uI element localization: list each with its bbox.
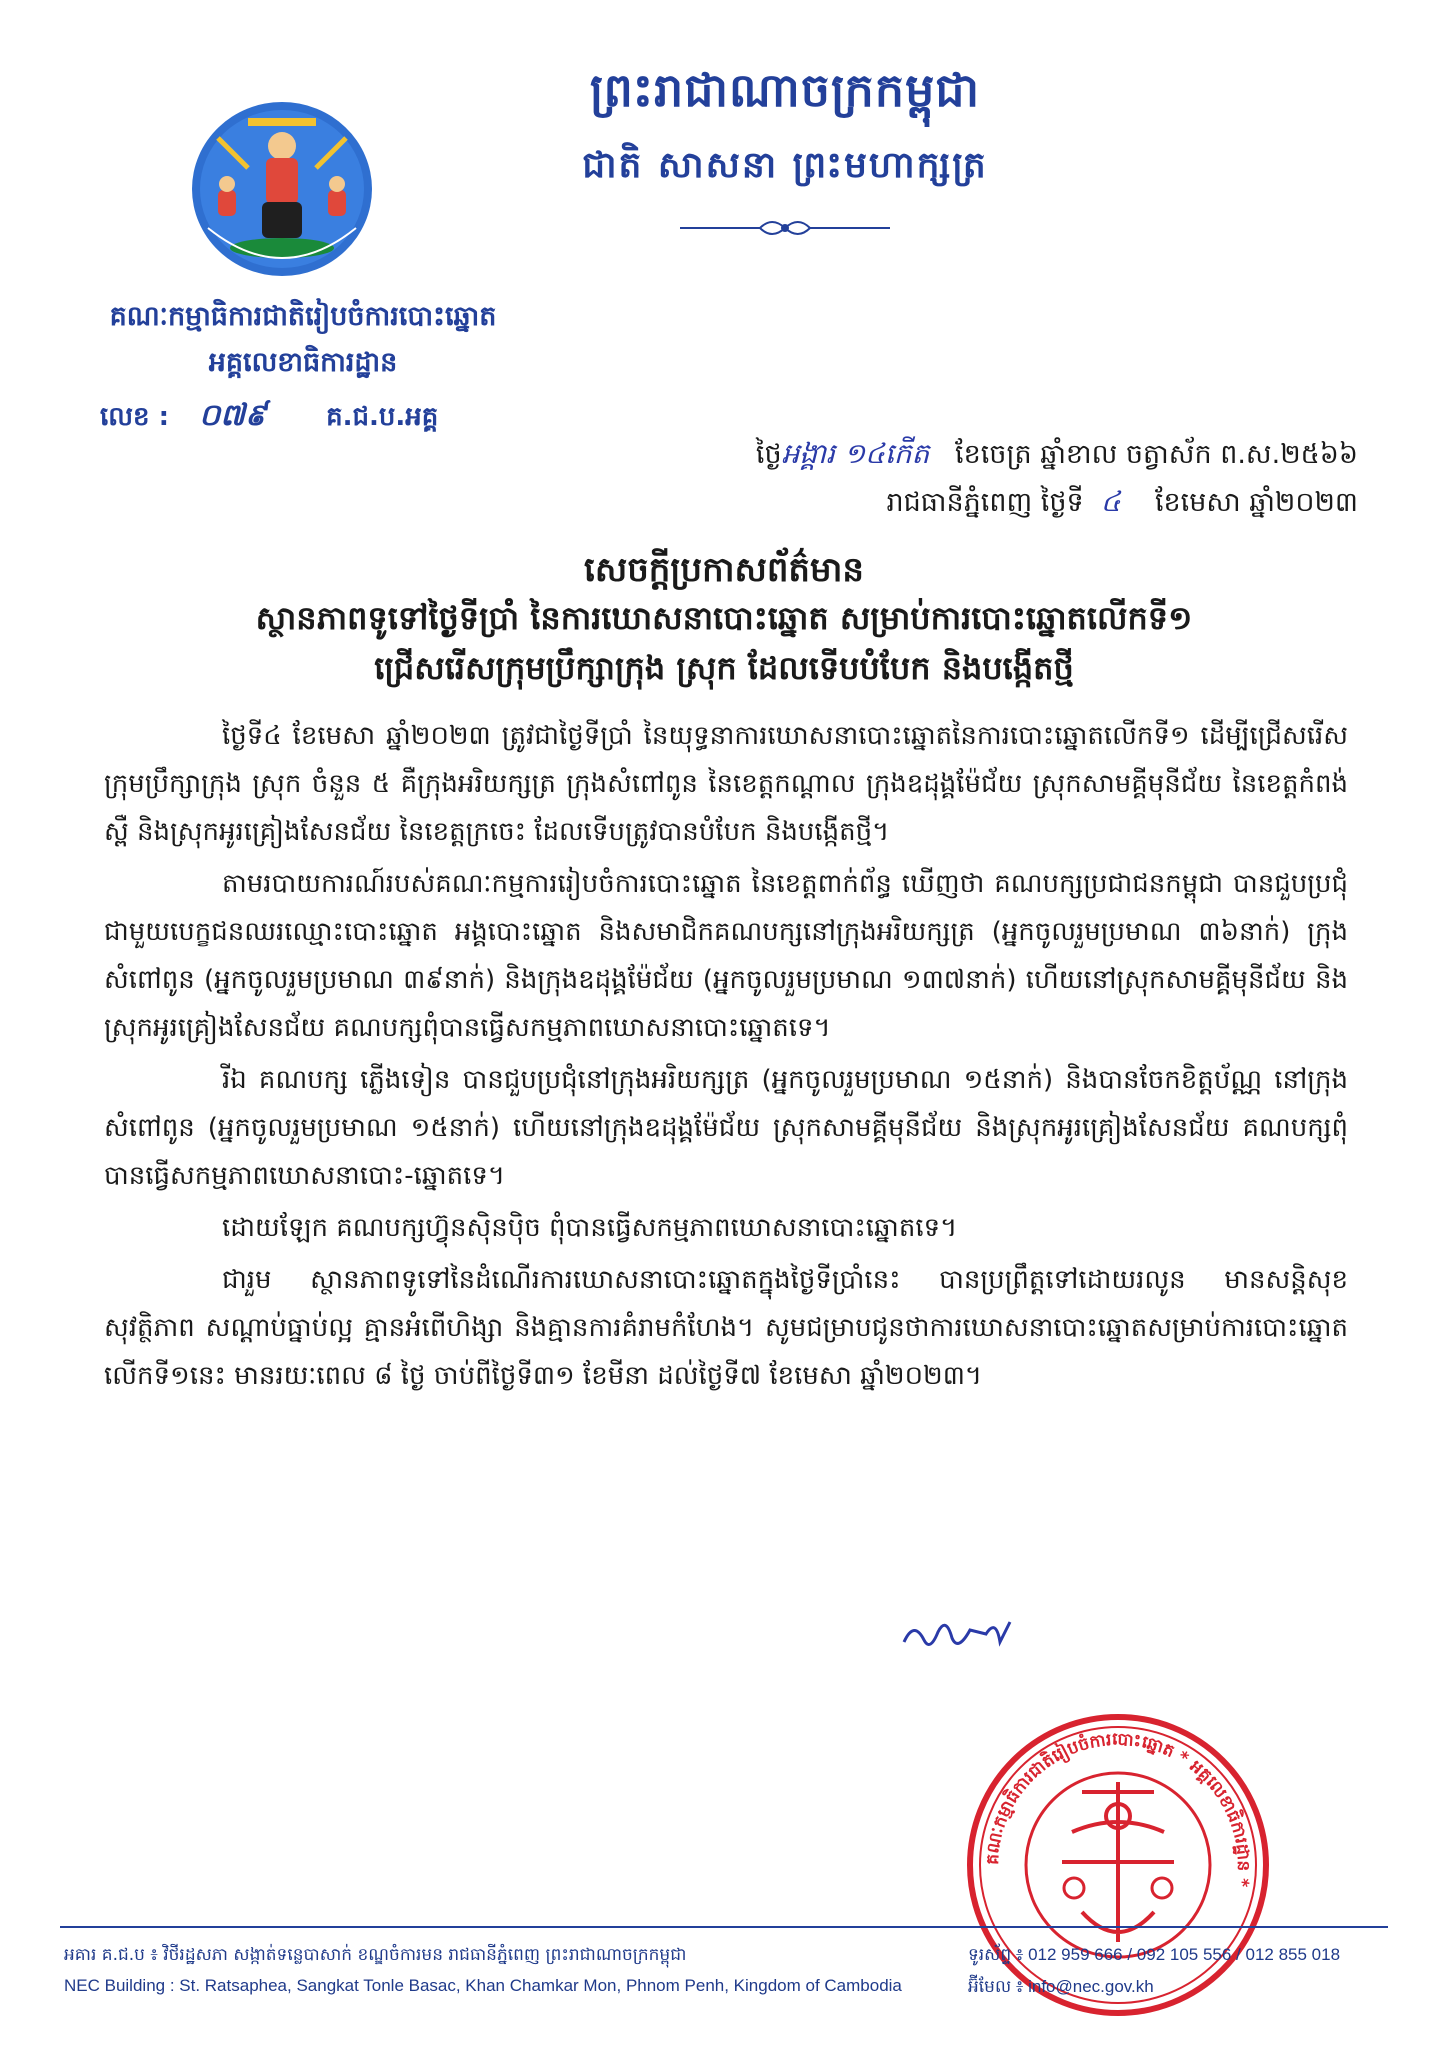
secretariat-name: អគ្គលេខាធិការដ្ឋាន	[208, 347, 398, 378]
lunar-date-handwritten: អង្គារ ១៤កើត	[781, 437, 930, 470]
lunar-date-rest: ខែចេត្រ ឆ្នាំខាល ចត្វាស័ក ព.ស.២៥៦៦	[955, 439, 1358, 470]
nec-logo-seal	[188, 98, 376, 280]
document-subtitle-2: ជ្រើសរើសក្រុមប្រឹក្សាក្រុង ស្រុក ដែលទើបបំបែក និងបង្កើតថ្មី	[374, 649, 1074, 687]
reference-suffix: គ.ជ.ប.អគ្គ	[326, 402, 439, 432]
document-title: សេចក្តីប្រកាសព័ត៌មាន	[584, 550, 864, 590]
footer-email: អ៊ីមែល ៖ info@nec.gov.kh	[968, 1977, 1154, 1996]
footer-address-khmer: អគារ គ.ជ.ប ៖ វិថីរដ្ឋសភា សង្កាត់ទន្លេបាសាក់ ខណ្ឌចំការមន រាជធានីភ្នំពេញ ព្រះរាជាណាចក្រកម្ពុជា	[64, 1945, 687, 1965]
document-subtitle-1: ស្ថានភាពទូទៅថ្ងៃទីប្រាំ នៃការឃោសនាបោះឆ្នោត សម្រាប់ការបោះឆ្នោតលើកទី១	[255, 599, 1193, 637]
body-paragraph: ដោយឡែក គណបក្សហ៊្វុនស៊ិនប៉ិច ពុំបានធ្វើសកម្មភាពឃោសនាបោះឆ្នោតទេ។	[222, 1213, 958, 1243]
footer-address-english: NEC Building : St. Ratsaphea, Sangkat Tonle Basac, Khan Chamkar Mon, Phnom Penh, Kingdom of Cambodia	[64, 1976, 902, 1995]
reference-label: លេខ :	[100, 402, 169, 432]
reference-line	[100, 396, 520, 440]
official-red-stamp	[962, 1712, 1274, 2018]
reference-number: ០៧៩	[198, 398, 267, 433]
footer-divider	[60, 1926, 1388, 1928]
lunar-date-prefix: ថ្ងៃ	[755, 439, 782, 470]
solar-date-handwritten: ៤	[1100, 485, 1121, 518]
committee-name: គណៈកម្មាធិការជាតិរៀបចំការបោះឆ្នោត	[109, 301, 497, 332]
body-paragraph: តាមរបាយការណ៍របស់គណៈកម្មការរៀបចំការបោះឆ្នោត នៃខេត្តពាក់ព័ន្ធ ឃើញថា គណបក្សប្រជាជនកម្ពុជា បានជួបប្រជុំជាមួយបេក្ខជនឈរឈ្មោះបោះឆ្នោត អង្គបោះឆ្នោត និងសមាជិកគណបក្សនៅក្រុងអរិយក្សត្រ (អ្នកចូលរួមប្រមាណ ៣៦នាក់) ក្រុងសំពៅពូន (អ្នកចូលរួមប្រមាណ ៣៩នាក់) និងក្រុងឧដុង្គម៉ែជ័យ (អ្នកចូលរួមប្រមាណ ១៣៧នាក់) ហើយនៅស្រុកសាមគ្គីមុនីជ័យ និងស្រុកអូរគ្រៀងសែនជ័យ គណបក្សពុំបានធ្វើសកម្មភាពឃោសនាបោះឆ្នោតទេ។	[104, 869, 1348, 1043]
ornament-divider-icon	[680, 214, 890, 242]
footer-phone: ទូរស័ព្ទ ៖ 012 959 666 / 092 105 556 / 012 855 018	[968, 1945, 1341, 1964]
body-paragraph: រីឯ គណបក្ស ភ្លើងទៀន បានជួបប្រជុំនៅក្រុងអរិយក្សត្រ (អ្នកចូលរួមប្រមាណ ១៥នាក់) និងបានចែកខិត្តប័ណ្ណ នៅក្រុងសំពៅពូន (អ្នកចូលរួមប្រមាណ ១៥នាក់) ហើយនៅក្រុងឧដុង្គម៉ែជ័យ ស្រុកសាមគ្គីមុនីជ័យ និងស្រុកអូរគ្រៀងសែនជ័យ គណបក្សពុំបានធ្វើសកម្មភាពឃោសនាបោះ-ឆ្នោតទេ។	[104, 1065, 1348, 1191]
solar-date-rest: ខែមេសា ឆ្នាំ២០២៣	[1154, 487, 1358, 518]
kingdom-heading: ព្រះរាជាណាចក្រកម្ពុជា	[589, 63, 981, 117]
lunar-date-line	[568, 436, 1358, 477]
body-paragraph: ថ្ងៃទី៤ ខែមេសា ឆ្នាំ២០២៣ ត្រូវជាថ្ងៃទីប្រាំ នៃយុទ្ធនាការឃោសនាបោះឆ្នោតនៃការបោះឆ្នោតលើកទី១ ដើម្បីជ្រើសរើសក្រុមប្រឹក្សាក្រុង ស្រុក ចំនួន ៥ គឺក្រុងអរិយក្សត្រ ក្រុងសំពៅពូន នៃខេត្តកណ្តាល ក្រុងឧដុង្គម៉ែជ័យ ស្រុកសាមគ្គីមុនីជ័យ នៃខេត្តកំពង់ស្ពឺ និងស្រុកអូរគ្រៀងសែនជ័យ នៃខេត្តក្រចេះ ដែលទើបត្រូវបានបំបែក និងបង្កើតថ្មី។	[104, 721, 1348, 847]
solar-date-prefix: រាជធានីភ្នំពេញ ថ្ងៃទី	[886, 487, 1084, 518]
stamp-ring-text: គណៈកម្មាធិការជាតិរៀបចំការបោះឆ្នោត * អគ្គលេខាធិការដ្ឋាន *	[982, 1729, 1254, 1889]
document-body	[104, 712, 1348, 1404]
national-motto: ជាតិ សាសនា ព្រះមហាក្សត្រ	[582, 145, 988, 186]
solar-date-line	[568, 484, 1358, 525]
body-paragraph: ជារួម ស្ថានភាពទូទៅនៃដំណើរការឃោសនាបោះឆ្នោតក្នុងថ្ងៃទីប្រាំនេះ បានប្រព្រឹត្តទៅដោយរលូន មានសន្តិសុខ សុវត្ថិភាព សណ្តាប់ធ្នាប់ល្អ គ្មានអំពើហិង្សា និងគ្មានការគំរាមកំហែង។ សូមជម្រាបជូនថាការឃោសនាបោះឆ្នោតសម្រាប់ការបោះឆ្នោតលើកទី១នេះ មានរយៈពេល ៨ ថ្ងៃ ចាប់ពីថ្ងៃទី៣១ ខែមីនា ដល់ថ្ងៃទី៧ ខែមេសា ឆ្នាំ២០២៣។	[104, 1265, 1348, 1391]
handwritten-initials-signature	[900, 1612, 1020, 1658]
